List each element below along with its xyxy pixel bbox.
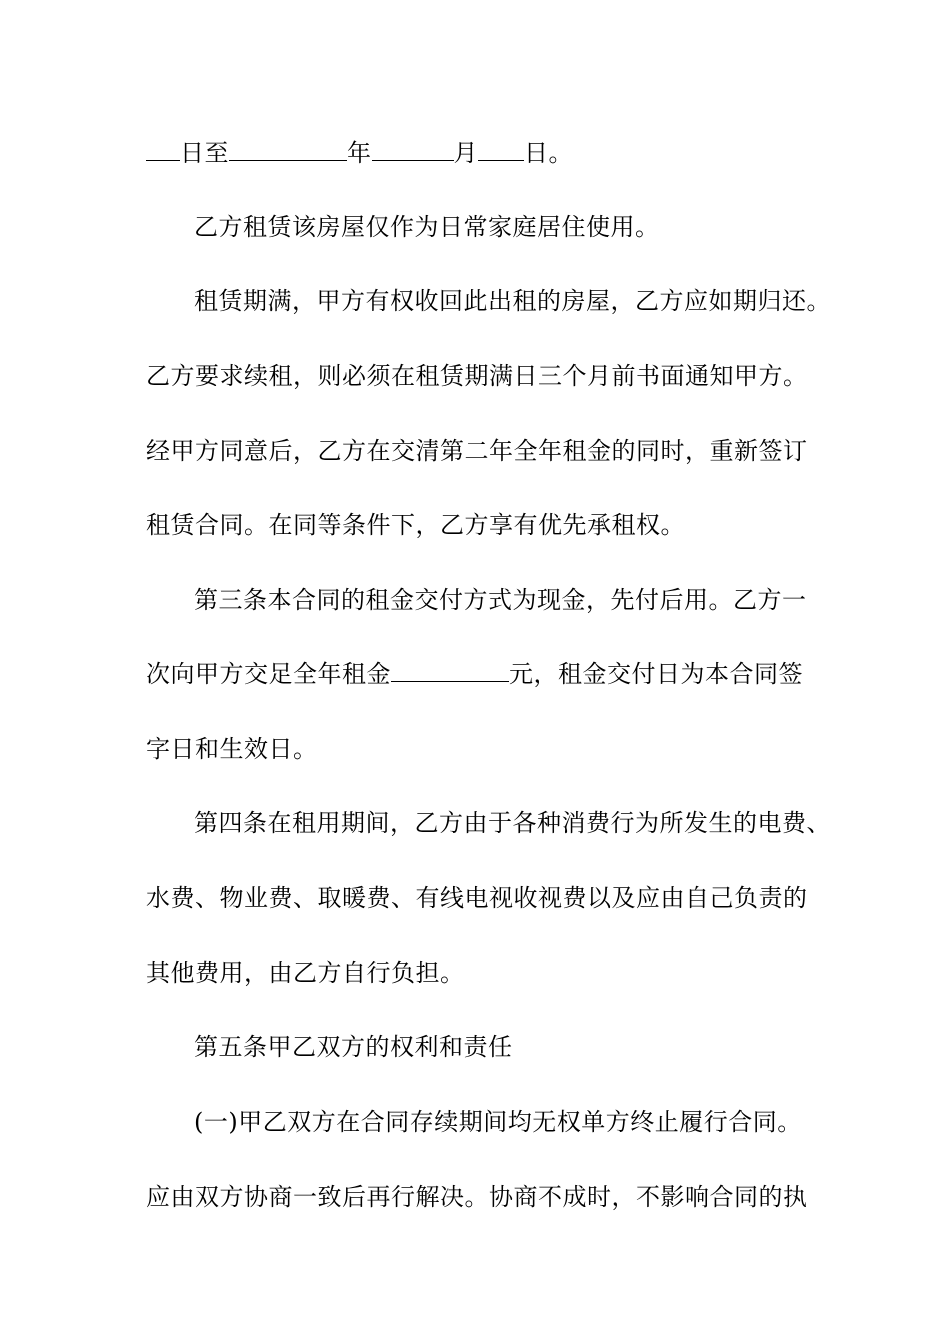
blank-field-rent-amount[interactable]	[391, 659, 509, 682]
section-heading: 第五条甲乙双方的权利和责任	[194, 1033, 513, 1061]
paragraph-line: 其他费用，由乙方自行负担。	[146, 959, 465, 987]
blank-field-day-end[interactable]	[478, 138, 524, 161]
paragraph-line: 字日和生效日。	[146, 735, 318, 763]
paragraph-line: 水费、物业费、取暖费、有线电视收视费以及应由自己负责的	[146, 884, 808, 912]
paragraph-line: 租赁合同。在同等条件下，乙方享有优先承租权。	[146, 511, 685, 539]
paragraph-line: (一)甲乙双方在合同存续期间均无权单方终止履行合同。	[194, 1108, 802, 1136]
text-segment: 年	[347, 139, 372, 167]
blank-field-month-end[interactable]	[372, 138, 454, 161]
paragraph-line: 乙方租赁该房屋仅作为日常家庭居住使用。	[194, 213, 660, 241]
text-line-rent-amount	[146, 659, 826, 689]
paragraph-line: 第三条本合同的租金交付方式为现金，先付后用。乙方一	[194, 586, 807, 614]
paragraph-line: 应由双方协商一致后再行解决。协商不成时，不影响合同的执	[146, 1183, 808, 1211]
text-segment: 日。	[524, 139, 573, 167]
text-segment: 月	[453, 139, 478, 167]
blank-field-day-start[interactable]	[146, 138, 180, 161]
paragraph-line: 经甲方同意后，乙方在交清第二年全年租金的同时，重新签订	[146, 437, 808, 465]
blank-field-year-end[interactable]	[229, 138, 347, 161]
text-segment: 次向甲方交足全年租金	[146, 660, 391, 688]
paragraph-line: 乙方要求续租，则必须在租赁期满日三个月前书面通知甲方。	[146, 362, 808, 390]
text-segment: 日至	[180, 139, 229, 167]
paragraph-line: 第四条在租用期间，乙方由于各种消费行为所发生的电费、	[194, 809, 831, 837]
text-segment: 元，租金交付日为本合同签	[509, 660, 803, 688]
text-line-date-range	[146, 138, 826, 168]
paragraph-line: 租赁期满，甲方有权收回此出租的房屋，乙方应如期归还。	[194, 287, 831, 315]
